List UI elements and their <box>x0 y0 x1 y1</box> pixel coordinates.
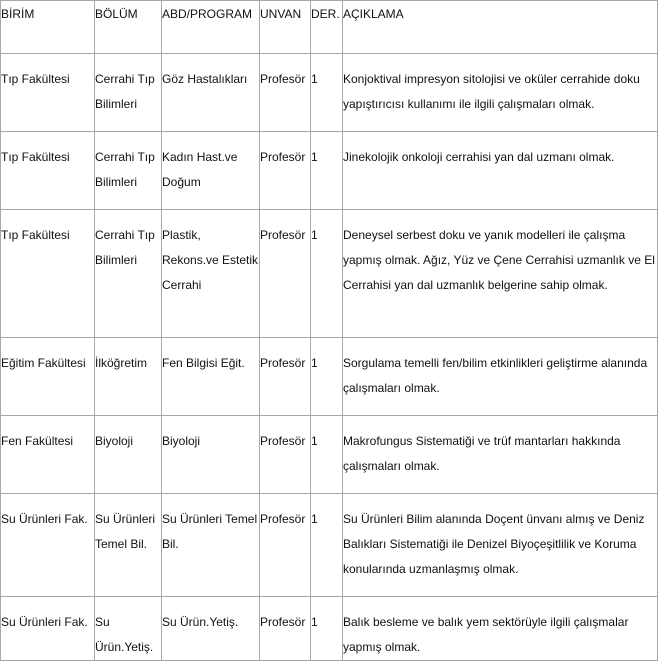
cell-derece: 1 <box>311 494 343 597</box>
cell-aciklama: Sorgulama temelli fen/bilim etkinlikleri geliştirme alanında çalışmaları olmak. <box>343 338 658 416</box>
cell-derece: 1 <box>311 210 343 338</box>
cell-birim: Eğitim Fakültesi <box>1 338 95 416</box>
header-birim: BİRİM <box>1 1 95 54</box>
cell-program: Fen Bilgisi Eğit. <box>162 338 260 416</box>
table-row <box>1 338 658 416</box>
cell-derece: 1 <box>311 54 343 132</box>
cell-birim: Tıp Fakültesi <box>1 132 95 210</box>
cell-birim: Su Ürünleri Fak. <box>1 597 95 661</box>
cell-bolum: Cerrahi Tıp Bilimleri <box>95 210 162 338</box>
cell-derece: 1 <box>311 416 343 494</box>
cell-aciklama: Jinekolojik onkoloji cerrahisi yan dal uzmanı olmak. <box>343 132 658 210</box>
cell-unvan: Profesör <box>260 338 311 416</box>
cell-program: Su Ürün.Yetiş. <box>162 597 260 661</box>
header-program: ABD/PROGRAM <box>162 1 260 54</box>
cell-unvan: Profesör <box>260 416 311 494</box>
cell-program: Biyoloji <box>162 416 260 494</box>
cell-birim: Tıp Fakültesi <box>1 210 95 338</box>
cell-program: Göz Hastalıkları <box>162 54 260 132</box>
table-row <box>1 416 658 494</box>
cell-unvan: Profesör <box>260 132 311 210</box>
cell-unvan: Profesör <box>260 210 311 338</box>
cell-bolum: Biyoloji <box>95 416 162 494</box>
cell-derece: 1 <box>311 597 343 661</box>
cell-bolum: Su Ürün.Yetiş. <box>95 597 162 661</box>
cell-birim: Su Ürünleri Fak. <box>1 494 95 597</box>
cell-unvan: Profesör <box>260 597 311 661</box>
cell-aciklama: Balık besleme ve balık yem sektörüyle ilgili çalışmalar yapmış olmak. <box>343 597 658 661</box>
cell-unvan: Profesör <box>260 494 311 597</box>
cell-derece: 1 <box>311 338 343 416</box>
cell-program: Kadın Hast.ve Doğum <box>162 132 260 210</box>
table-row <box>1 132 658 210</box>
cell-program: Su Ürünleri Temel Bil. <box>162 494 260 597</box>
cell-derece: 1 <box>311 132 343 210</box>
table-row <box>1 494 658 597</box>
table-row <box>1 54 658 132</box>
header-bolum: BÖLÜM <box>95 1 162 54</box>
cell-birim: Tıp Fakültesi <box>1 54 95 132</box>
cell-aciklama: Konjoktival impresyon sitolojisi ve oküler cerrahide doku yapıştırıcısı kullanımı ile ilgili çalışmaları olmak. <box>343 54 658 132</box>
cell-birim: Fen Fakültesi <box>1 416 95 494</box>
cell-bolum: İlköğretim <box>95 338 162 416</box>
cell-unvan: Profesör <box>260 54 311 132</box>
header-aciklama: AÇIKLAMA <box>343 1 658 54</box>
header-derece: DER. <box>311 1 343 54</box>
cell-aciklama: Su Ürünleri Bilim alanında Doçent ünvanı almış ve Deniz Balıkları Sistematiği ile Denizel Biyoçeşitlilik ve Koruma konularında uzmanlaşmış olmak. <box>343 494 658 597</box>
cell-aciklama: Deneysel serbest doku ve yanık modelleri ile çalışma yapmış olmak. Ağız, Yüz ve Çene Cerrahisi uzmanlık ve El Cerrahisi yan dal uzmanlık belgerine sahip olmak. <box>343 210 658 338</box>
cell-program: Plastik, Rekons.ve Estetik Cerrahi <box>162 210 260 338</box>
header-unvan: UNVAN <box>260 1 311 54</box>
cell-bolum: Su Ürünleri Temel Bil. <box>95 494 162 597</box>
cell-bolum: Cerrahi Tıp Bilimleri <box>95 54 162 132</box>
cell-bolum: Cerrahi Tıp Bilimleri <box>95 132 162 210</box>
cell-aciklama: Makrofungus Sistematiği ve trüf mantarları hakkında çalışmaları olmak. <box>343 416 658 494</box>
table-row <box>1 597 658 661</box>
table-header-row <box>1 1 658 54</box>
table-row <box>1 210 658 338</box>
